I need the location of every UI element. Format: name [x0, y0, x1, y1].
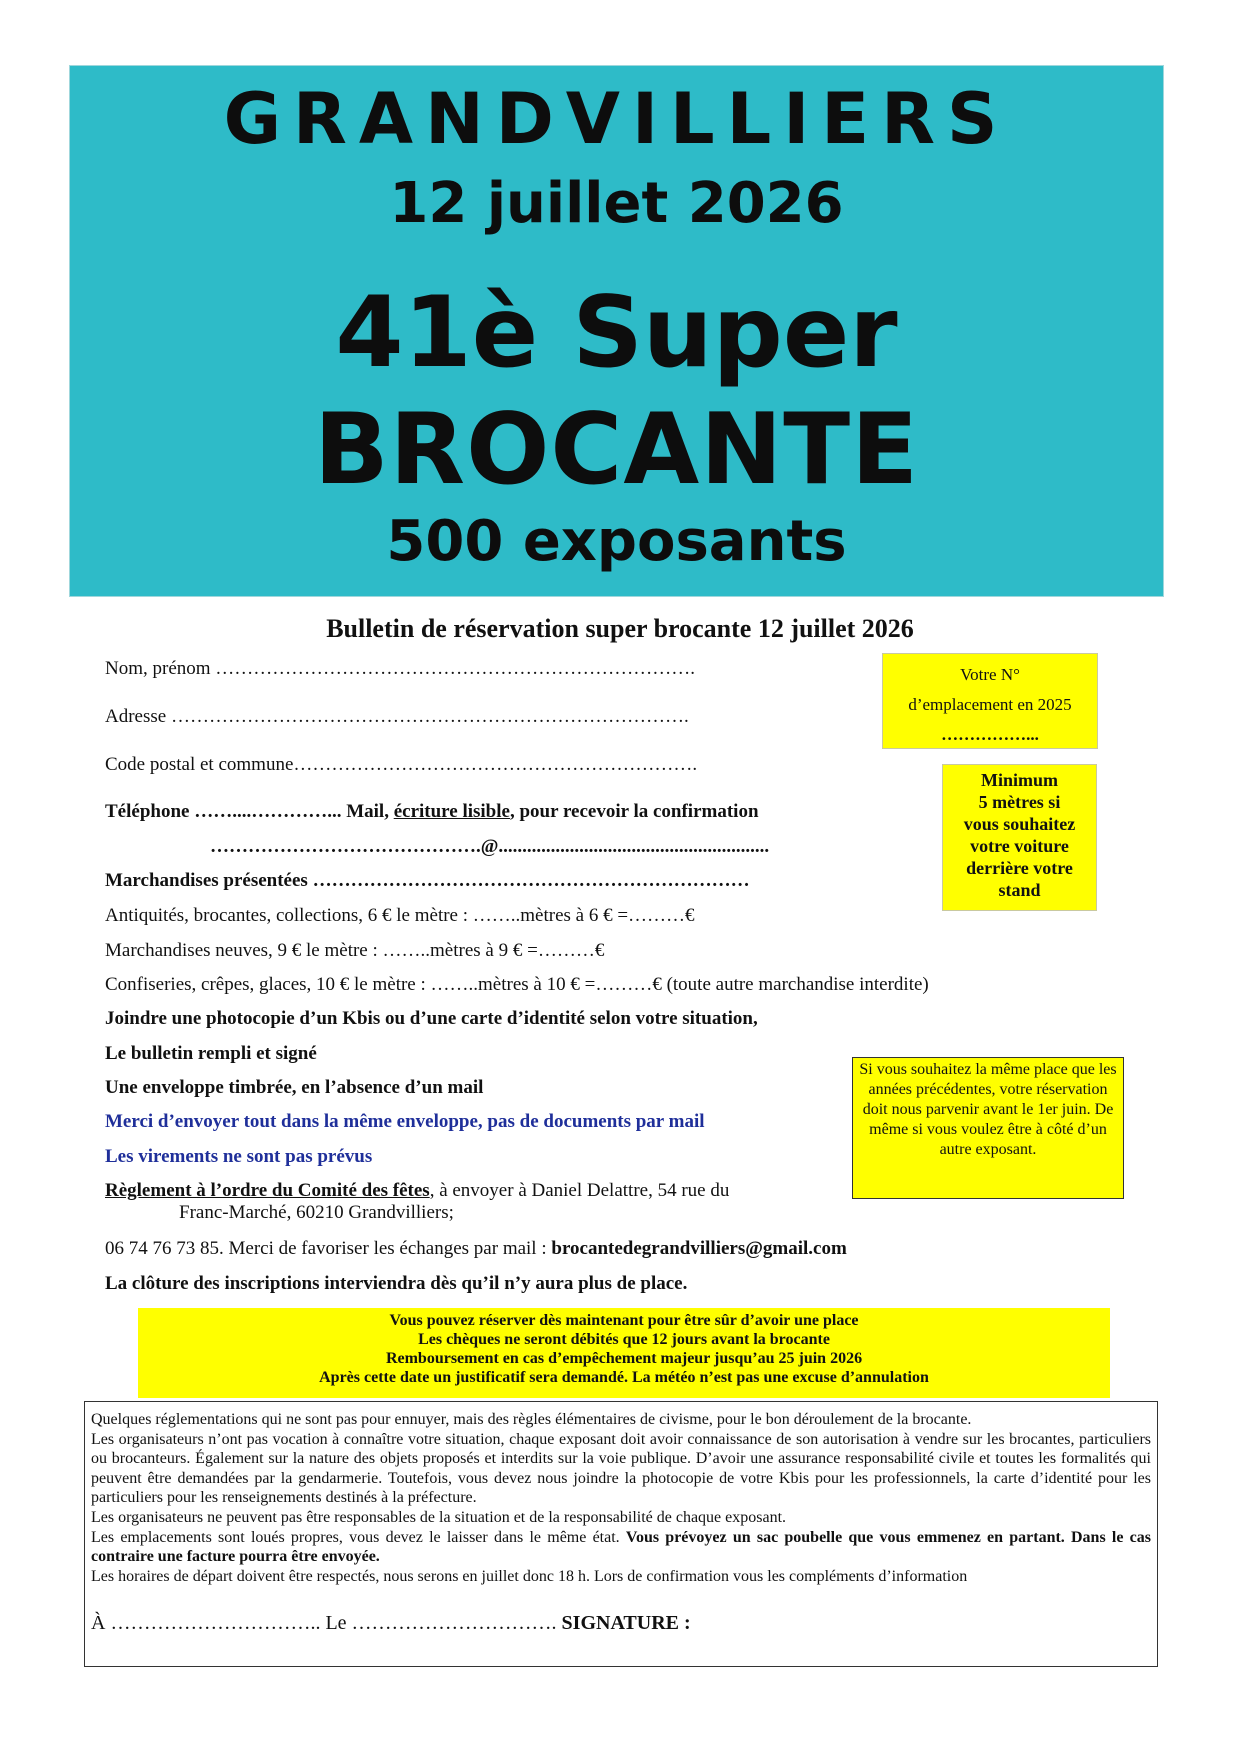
contact-line	[105, 1238, 847, 1260]
legible-note: écriture lisible	[393, 801, 510, 822]
envelope-note: Une enveloppe timbrée, en l’absence d’un mail	[105, 1077, 484, 1098]
minimum-line: derrière votre	[966, 858, 1073, 878]
edition-title: 41è Super	[335, 276, 898, 390]
minimum-line: vous souhaitez	[963, 814, 1076, 834]
event-title: BROCANTE	[313, 393, 920, 507]
signature-label: SIGNATURE :	[561, 1612, 691, 1634]
postal-field[interactable]: Code postal et commune……………………………………………………….	[105, 754, 698, 775]
contact-email[interactable]: brocantedegrandvilliers@gmail.com	[551, 1238, 847, 1259]
reserve-line: Les chèques ne seront débités que 12 jours avant la brocante	[418, 1331, 830, 1348]
payment-address: , à envoyer à Daniel Delattre, 54 rue du	[429, 1180, 730, 1201]
price-sweets: Confiseries, crêpes, glaces, 10 € le mètre : ……..mètres à 10 € =………€ (toute autre marchandise interdite)	[105, 974, 929, 995]
minimum-line: Minimum	[980, 770, 1058, 790]
rules-departure: Les horaires de départ doivent être respectés, nous serons en juillet donc 18 h. Lors de confirmation vous les compléments d’information	[91, 1567, 968, 1585]
spot-number-box[interactable]	[882, 653, 1098, 749]
same-place-box: Si vous souhaitez la même place que les années précédentes, votre réservation doit nous parvenir avant le 1er juin. De même si vous voulez être à côté d’un autre exposant.	[852, 1057, 1124, 1199]
confirmation-note: , pour recevoir la confirmation	[509, 801, 759, 822]
price-new-goods: Marchandises neuves, 9 € le mètre : ……..mètres à 9 € =………€	[105, 940, 605, 961]
minimum-line: 5 mètres si	[978, 792, 1061, 812]
reserve-line: Vous pouvez réserver dès maintenant pour être sûr d’avoir une place	[389, 1312, 859, 1329]
spot-label-1: Votre N°	[960, 665, 1020, 684]
no-transfer-note: Les virements ne sont pas prévus	[105, 1146, 373, 1167]
payment-note	[105, 1180, 729, 1202]
header-banner	[69, 65, 1164, 597]
reservation-info-box	[138, 1308, 1110, 1398]
rules-intro: Quelques réglementations qui ne sont pas pour ennuyer, mais des règles élémentaires de civisme, pour le bon déroulement de la brocante.	[91, 1411, 972, 1428]
payment-order: Règlement à l’ordre du Comité des fêtes	[105, 1180, 430, 1201]
contact-phone: 06 74 76 73 85. Merci de favoriser les échanges par mail :	[105, 1238, 552, 1259]
phone-field[interactable]	[105, 801, 759, 823]
town-name: GRANDVILLIERS	[223, 78, 1010, 160]
goods-field[interactable]: Marchandises présentées ……………………………………………………………	[105, 870, 750, 891]
minimum-length-box	[942, 764, 1097, 911]
minimum-line: stand	[998, 880, 1041, 900]
attach-id-note: Joindre une photocopie d’un Kbis ou d’une carte d’identité selon votre situation,	[105, 1008, 758, 1029]
rules-authorization: Les organisateurs n’ont pas vocation à connaître votre situation, chaque exposant doit avoir connaissance de son autorisation à vendre sur les brocantes, particuliers ou brocanteurs. Également sur la nature des objets proposés et interdits sur la voie publique. D’avoir une assurance responsabilité civile et toutes les formalités qui peuvent être demandées par la gendarmerie. Toutefois, vous devez nous joindre la photocopie de votre Kbis pour les professionnels, la carte d’identité pour les particuliers pour les renseignements destinés à la préfecture.	[91, 1430, 1151, 1507]
rules-trash-bag: Vous prévoyez un sac poubelle que vous emmenez en partant. Dans le cas contraire une facture pourra être envoyée.	[91, 1528, 1151, 1566]
place-date-blank[interactable]: À ………………………….. Le ………………………….	[91, 1612, 562, 1634]
filled-form-note: Le bulletin rempli et signé	[105, 1043, 317, 1064]
minimum-line: votre voiture	[970, 836, 1069, 856]
price-antiques: Antiquités, brocantes, collections, 6 € le mètre : ……..mètres à 6 € =………€	[105, 905, 695, 926]
spot-label-2: d’emplacement en 2025	[908, 695, 1072, 714]
payment-address-cont: Franc-Marché, 60210 Grandvilliers;	[179, 1202, 454, 1223]
same-envelope-note: Merci d’envoyer tout dans la même enveloppe, pas de documents par mail	[105, 1111, 705, 1132]
closing-note: La clôture des inscriptions interviendra dès qu’il n’y aura plus de place.	[105, 1273, 688, 1294]
form-title: Bulletin de réservation super brocante 12 juillet 2026	[326, 614, 914, 643]
address-field[interactable]: Adresse ……………………………………………………………………….	[105, 706, 689, 727]
rules-responsibility: Les organisateurs ne peuvent pas être responsables de la situation et de la responsabilité de chaque exposant.	[91, 1508, 787, 1526]
reserve-line: Après cette date un justificatif sera demandé. La météo n’est pas une excuse d’annulation	[319, 1369, 929, 1386]
phone-label: Téléphone ……....…………... Mail,	[105, 801, 394, 822]
rules-cleanliness	[91, 1528, 1151, 1567]
exhibitors-count: 500 exposants	[386, 509, 847, 574]
rules-clean-text: Les emplacements sont loués propres, vous devez le laisser dans le même état.	[91, 1528, 626, 1546]
event-date: 12 juillet 2026	[389, 171, 844, 236]
email-field[interactable]: …………………………………….@.........................................................	[210, 836, 770, 857]
reserve-line: Remboursement en cas d’empêchement majeur jusqu’au 25 juin 2026	[385, 1350, 863, 1367]
signature-line[interactable]	[91, 1614, 691, 1634]
spot-number-blank[interactable]: ……………...	[941, 725, 1039, 744]
rules-box	[84, 1401, 1158, 1667]
name-field[interactable]: Nom, prénom ………………………………………………………………….	[105, 658, 696, 679]
